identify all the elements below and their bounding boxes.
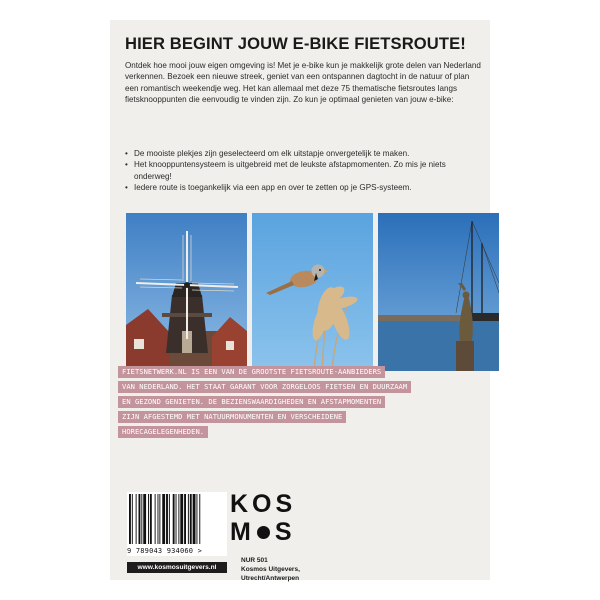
publisher-name: Kosmos Uitgevers, <box>241 566 300 573</box>
cover-title: HIER BEGINT JOUW E-BIKE FIETSROUTE! <box>125 34 466 53</box>
feature-item: • Iedere route is toegankelijk via een app en over te zetten op je GPS-systeem. <box>125 182 481 193</box>
barcode-bar <box>139 494 141 544</box>
promo-line: HORECAGELEGENHEDEN. <box>118 426 208 438</box>
feature-item: • De mooiste plekjes zijn geselecteerd om elk uitstapje onvergetelijk te maken. <box>125 148 481 159</box>
barcode-bar <box>184 494 186 544</box>
kosmos-logo <box>230 490 297 550</box>
barcode-bar <box>196 494 197 544</box>
barcode-bar <box>155 494 156 544</box>
barcode-bar <box>180 494 183 544</box>
publisher-website: www.kosmosuitgevers.nl <box>127 562 227 573</box>
promo-line: ZIJN AFGESTEMD MET NATUURMONUMENTEN EN VERSCHEIDENE <box>118 411 346 423</box>
barcode-bar <box>141 494 142 544</box>
harbor-photo <box>378 213 499 371</box>
barcode-bar <box>129 494 131 544</box>
barcode-bar <box>169 494 170 544</box>
barcode-bar <box>188 494 189 544</box>
logo-line-1: KOS <box>230 490 297 518</box>
logo-line-2 <box>230 518 296 547</box>
barcode-bar <box>162 494 165 544</box>
promo-line: EN GEZOND GENIETEN. DE BEZIENSWAARDIGHEDEN EN AFSTAPMOMENTEN <box>118 396 385 408</box>
feature-item: • Het knooppuntensysteem is uitgebreid met de leukste afstapmomenten. Zo mis je niets onderweg! <box>125 159 481 182</box>
bird-photo <box>252 213 373 371</box>
logo-letter-s: S <box>274 518 296 546</box>
book-back-cover <box>110 20 490 580</box>
promo-line: VAN NEDERLAND. HET STAAT GARANT VOOR ZORGELOOS FIETSEN EN DUURZAAM <box>118 381 411 393</box>
barcode-bar <box>173 494 175 544</box>
barcode-bar <box>199 494 200 544</box>
barcode-bar <box>176 494 177 544</box>
barcode-bar <box>190 494 192 544</box>
barcode-bar <box>150 494 152 544</box>
logo-dot-icon <box>257 526 270 539</box>
barcode-bar <box>158 494 159 544</box>
barcode-bar <box>148 494 149 544</box>
promo-block <box>110 366 490 450</box>
barcode-bar <box>193 494 196 544</box>
barcode-bar <box>132 494 133 544</box>
barcode-bar <box>166 494 168 544</box>
windmill-photo <box>126 213 247 371</box>
promo-line: FIETSNETWERK.NL IS EEN VAN DE GROOTSTE FIETSROUTE-AANBIEDERS <box>118 366 385 378</box>
intro-paragraph: Ontdek hoe mooi jouw eigen omgeving is! Met je e-bike kun je makkelijk grote delen van Nederland verkennen. Bezoek een nieuwe streek, geniet van een ontspannen dagtocht in de natuur of plan een romantisch weekendje weg. Het kan allemaal met deze 75 thematische fietsroutes langs fietsknooppunten die eenvoudig te vinden zijn. Zo kun je optimaal genieten van jouw e-bike: <box>125 61 481 104</box>
feature-list <box>125 148 481 193</box>
publisher-info <box>241 556 321 583</box>
barcode-bar <box>178 494 179 544</box>
nur-code: NUR 501 <box>241 557 268 564</box>
logo-letter-m: M <box>230 518 255 546</box>
barcode-bar <box>143 494 146 544</box>
publisher-city: Utrecht/Antwerpen <box>241 575 300 582</box>
isbn-number: 9 789043 934060 > <box>127 547 227 555</box>
barcode-bar <box>136 494 137 544</box>
barcode-bar <box>159 494 160 544</box>
